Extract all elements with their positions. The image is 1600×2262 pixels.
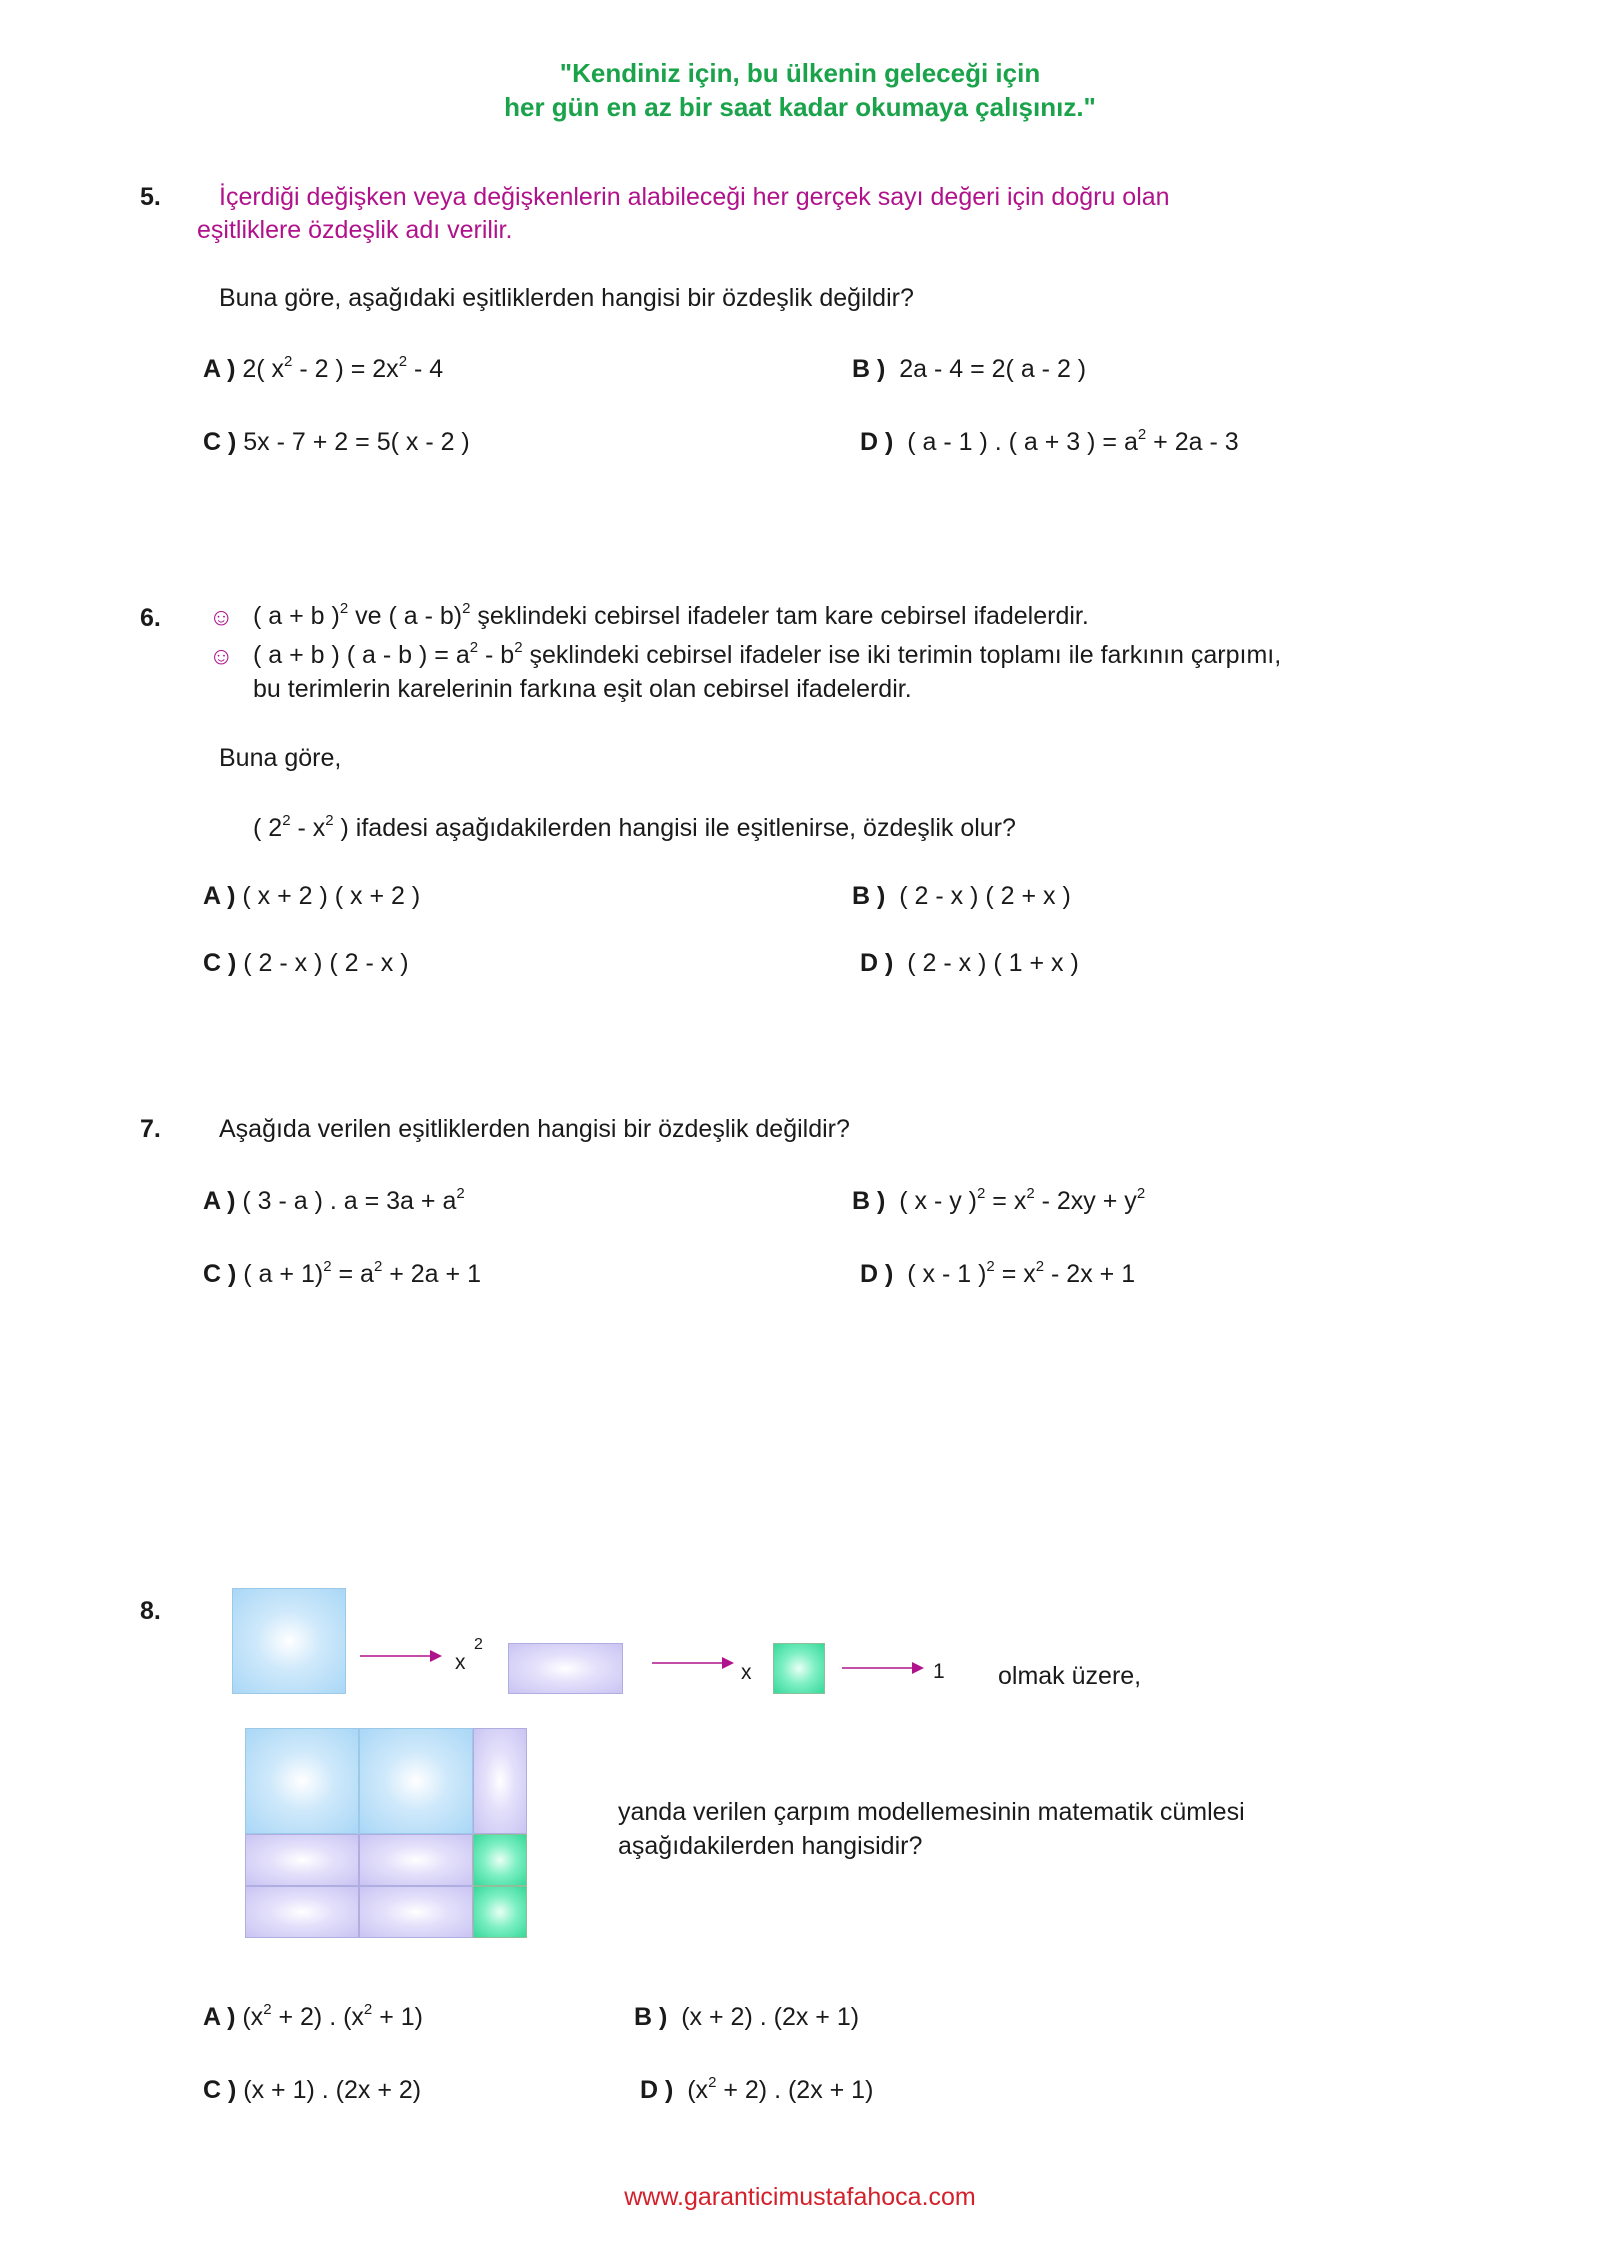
smiley-bullet-icon: ☺ [209, 604, 234, 631]
text: ( a + b ) ( a - b ) = a [253, 641, 470, 669]
option-text: 2( x [242, 355, 285, 383]
option-text: + 2a - 3 [1146, 428, 1239, 456]
legend-x-squared [455, 1651, 466, 1675]
smiley-bullet-icon: ☺ [209, 643, 234, 670]
question-6-text [253, 811, 1016, 843]
option-text: + 2) . (2x + 1) [716, 2076, 874, 2104]
option-label: C ) [203, 2076, 237, 2104]
option-text: - 2 ) = 2x [292, 355, 399, 383]
q5-option-d[interactable] [860, 425, 1239, 457]
option-text: (x [687, 2076, 709, 2104]
option-label: D ) [640, 2076, 674, 2104]
q8-option-a[interactable] [203, 2000, 423, 2032]
option-text: = a [331, 1260, 374, 1288]
legend-x: x [741, 1661, 752, 1684]
question-5-stem-line-2: eşitliklere özdeşlik adı verilir. [197, 216, 513, 244]
q8-option-d[interactable] [640, 2073, 874, 2105]
arrow-icon [358, 1648, 444, 1664]
option-text: ( 2 - x ) ( 1 + x ) [907, 949, 1079, 977]
question-6-bullet-2-line-2: bu terimlerin karelerinin farkına eşit olan cebirsel ifadelerdir. [253, 675, 912, 703]
option-text: - 4 [407, 355, 444, 383]
q8-option-b[interactable] [634, 2003, 859, 2032]
option-text: (x + 2) . (2x + 1) [681, 2003, 860, 2031]
exponent: 2 [1136, 1184, 1146, 1202]
option-text: 5x - 7 + 2 = 5( x - 2 ) [243, 428, 470, 456]
text: x [455, 1651, 466, 1674]
question-6-bullet-2 [253, 638, 1282, 670]
option-text: ( 2 - x ) ( 2 + x ) [899, 882, 1071, 910]
exponent: 2 [339, 599, 349, 617]
model-x-squared-tile [245, 1728, 359, 1834]
model-x-tile [245, 1886, 359, 1938]
option-text: + 1) [372, 2003, 423, 2031]
option-text: = x [994, 1260, 1036, 1288]
exponent: 2 [325, 811, 334, 829]
exponent: 2 [1026, 1184, 1035, 1202]
x-tile [508, 1643, 623, 1694]
question-8-text-line-2: aşağıdakilerden hangisidir? [618, 1832, 923, 1860]
q7-option-a[interactable] [203, 1184, 465, 1216]
exponent: 2 [363, 2000, 373, 2018]
option-text: 2a - 4 = 2( a - 2 ) [899, 355, 1087, 383]
exponent: 2 [282, 811, 291, 829]
text: ) ifadesi aşağıdakilerden hangisi ile eşitlenirse, özdeşlik olur? [333, 814, 1016, 842]
exponent: 2 [469, 638, 479, 656]
question-5-number: 5. [140, 183, 161, 211]
motto-line-1: "Kendiniz için, bu ülkenin geleceği için [559, 58, 1041, 88]
option-label: C ) [203, 1260, 237, 1288]
option-text: (x + 1) . (2x + 2) [243, 2076, 422, 2104]
text: ( 2 [253, 814, 283, 842]
text: ve ( a - b) [348, 602, 463, 630]
q5-option-b[interactable] [852, 355, 1086, 384]
exponent: 2 [284, 352, 293, 370]
option-text: = x [985, 1187, 1027, 1215]
option-label: A ) [203, 882, 236, 910]
text: şeklindeki cebirsel ifadeler tam kare cebirsel ifadelerdir. [470, 602, 1089, 630]
unit-tile [773, 1643, 825, 1694]
question-8-text-line-1: yanda verilen çarpım modellemesinin matematik cümlesi [618, 1798, 1245, 1826]
option-text: - 2xy + y [1034, 1187, 1137, 1215]
arrow-icon [840, 1660, 926, 1676]
question-5-text: Buna göre, aşağıdaki eşitliklerden hangisi bir özdeşlik değildir? [219, 284, 914, 312]
option-label: C ) [203, 949, 237, 977]
q7-option-c[interactable] [203, 1257, 481, 1289]
legend-one: 1 [933, 1660, 945, 1683]
option-label: A ) [203, 355, 236, 383]
option-label: D ) [860, 1260, 894, 1288]
option-label: A ) [203, 2003, 236, 2031]
q8-option-c[interactable] [203, 2076, 421, 2105]
model-unit-tile [473, 1834, 527, 1886]
question-6-intro: Buna göre, [219, 744, 342, 772]
option-label: A ) [203, 1187, 236, 1215]
option-label: B ) [634, 2003, 668, 2031]
motto-line-2: her gün en az bir saat kadar okumaya çalışınız." [504, 92, 1096, 122]
text: - b [478, 641, 515, 669]
question-6-bullet-1 [253, 599, 1089, 631]
question-8-number: 8. [140, 1597, 161, 1625]
option-label: B ) [852, 1187, 886, 1215]
x-squared-tile [232, 1588, 346, 1694]
q5-option-c[interactable] [203, 428, 470, 457]
question-6-number: 6. [140, 604, 161, 632]
exponent: 2 [398, 352, 408, 370]
exponent: 2 [1137, 425, 1147, 443]
option-label: D ) [860, 949, 894, 977]
model-unit-tile [473, 1886, 527, 1938]
q7-option-d[interactable] [860, 1257, 1136, 1289]
arrow-icon [650, 1655, 736, 1671]
option-text: + 2a + 1 [382, 1260, 481, 1288]
exponent: 2 [474, 1636, 483, 1653]
q6-option-c[interactable] [203, 949, 409, 978]
option-label: D ) [860, 428, 894, 456]
exponent: 2 [986, 1257, 995, 1275]
q5-option-a[interactable] [203, 352, 444, 384]
model-x-tile [359, 1834, 473, 1886]
q6-option-d[interactable] [860, 949, 1079, 978]
text: - x [290, 814, 326, 842]
option-text: + 2) . (x [271, 2003, 364, 2031]
exponent: 2 [708, 2073, 717, 2091]
exponent: 2 [323, 1257, 332, 1275]
footer-url-link[interactable]: www.garanticimustafahoca.com [624, 2183, 976, 2211]
legend-suffix: olmak üzere, [998, 1662, 1142, 1690]
option-text: ( x - y ) [899, 1187, 977, 1215]
model-x-tile [359, 1886, 473, 1938]
q7-option-b[interactable] [852, 1184, 1146, 1216]
exponent: 2 [977, 1184, 986, 1202]
q6-option-a[interactable] [203, 882, 420, 911]
question-7-text: Aşağıda verilen eşitliklerden hangisi bir özdeşlik değildir? [219, 1115, 850, 1143]
model-x-tile [473, 1728, 527, 1834]
option-text: ( 3 - a ) . a = 3a + a [242, 1187, 457, 1215]
exponent: 2 [263, 2000, 272, 2018]
option-text: ( a + 1) [243, 1260, 324, 1288]
exponent: 2 [1035, 1257, 1045, 1275]
question-5-stem-line-1: İçerdiği değişken veya değişkenlerin alabileceği her gerçek sayı değeri için doğru olan [219, 183, 1170, 211]
option-text: ( 2 - x ) ( 2 - x ) [243, 949, 409, 977]
option-text: ( a - 1 ) . ( a + 3 ) = a [907, 428, 1138, 456]
option-text: (x [242, 2003, 264, 2031]
exponent: 2 [514, 638, 523, 656]
option-text: ( x + 2 ) ( x + 2 ) [242, 882, 421, 910]
model-x-squared-tile [359, 1728, 473, 1834]
q6-option-b[interactable] [852, 882, 1071, 911]
option-text: - 2x + 1 [1044, 1260, 1136, 1288]
option-label: B ) [852, 882, 886, 910]
question-7-number: 7. [140, 1115, 161, 1143]
exponent: 2 [373, 1257, 383, 1275]
option-text: ( x - 1 ) [907, 1260, 987, 1288]
option-label: C ) [203, 428, 237, 456]
model-x-tile [245, 1834, 359, 1886]
text: ( a + b ) [253, 602, 340, 630]
exponent: 2 [456, 1184, 465, 1202]
exponent: 2 [462, 599, 471, 617]
text: şeklindeki cebirsel ifadeler ise iki terimin toplamı ile farkının çarpımı, [522, 641, 1282, 669]
option-label: B ) [852, 355, 886, 383]
